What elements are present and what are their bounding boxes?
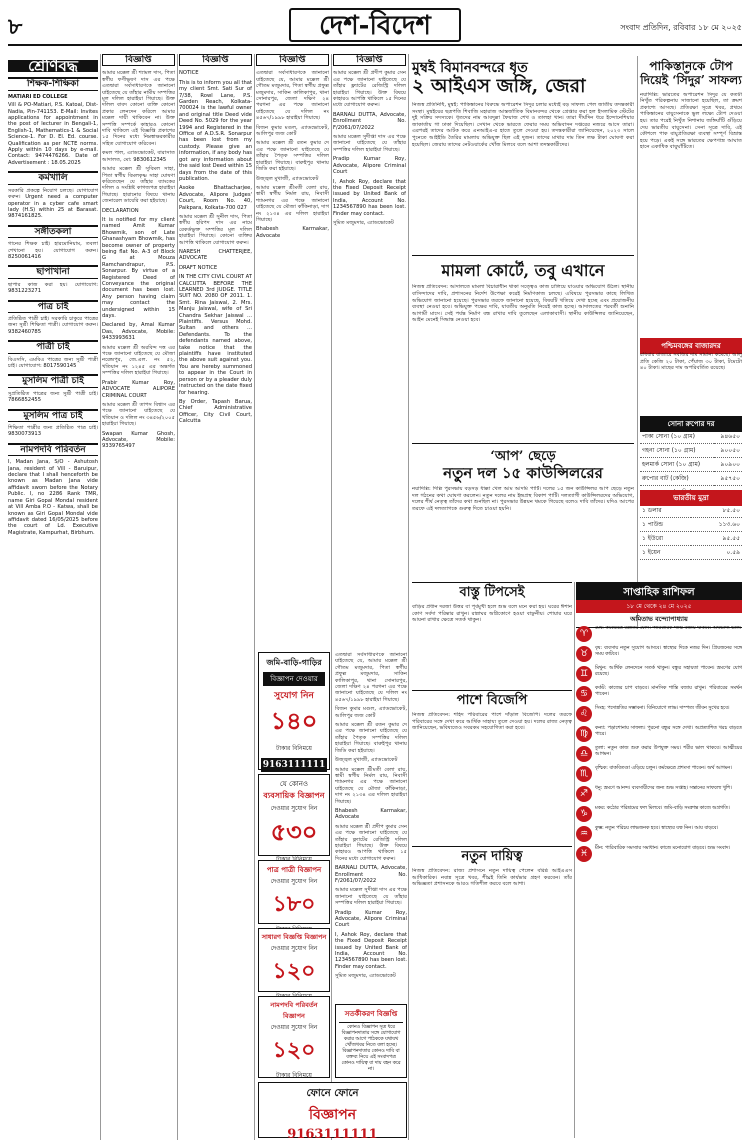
notice-column-3 [256,54,329,644]
notice-paragraph: By Order, Tapash Barua, Chief Administrative Officer, City Civil Court, Calcutta [179,398,252,425]
notice-paragraph: বিজন কুমার মণ্ডল, এ্যাডভোকেট, আলিপুর জজ কোর্ট [335,706,407,719]
general-ad [258,928,330,992]
zodiac-row [576,726,742,742]
zodiac-row [576,746,742,762]
business-ad-line2: ব্যবসায়িক বিজ্ঞাপন [263,790,325,800]
news-vastu [412,582,572,686]
notice-paragraph: আমার মক্কেল শ্রী সুনীল দাস, পিতা স্বর্গীয় হরিপদ দাস এর নামে রেকর্ডভুক্ত সম্পত্তির মূল দলিল হারাইয়া গিয়াছে। কোনো ব্যক্তির আপত্তি থাকিলে যোগাযোগ করুন। [179,213,252,246]
notice-paragraph: I, Ashok Roy, declare that the Fixed Deposit Receipt issued by United Bank of India, Account No. 1234567890 has been lost. Finder may contact. [335,931,407,970]
market-title: পশ্চিমবঙ্গের বাজারদর [640,338,742,354]
notice-column-1 [102,54,175,1140]
land-ad-line2: বিজ্ঞাপন দেওয়ার [263,672,325,686]
weekly-rashifal-title: সাপ্তাহিক রাশিফল [576,582,742,605]
page-header [8,6,742,46]
zodiac-text: কর্কট: কাজের চাপ বাড়বে। মানসিক শান্তি বজায় রাখুন। পরিবারের সমর্থন পাবেন। [595,686,742,697]
classified-text: ছাপার কাজ করা হয়। যোগাযোগ: 9831223271 [8,281,98,295]
zodiac-list [576,626,742,1140]
zodiac-text: কন্যা: পড়াশোনায় সাফল্য। পুরনো বন্ধুর সঙ্গে দেখা। অপ্রত্যাশিত খরচ বাড়তে পারে। [595,726,742,737]
phone-ad-line2: বিজ্ঞাপন [308,1107,357,1123]
rate-value: ৯০০৫০ [714,444,742,458]
classified-text: গানের শিক্ষক চাই। হারমোনিয়াম, তবলা শেখানো হয়। যোগাযোগ করুন। 8250061416 [8,241,98,260]
notice-paragraph: IN THE CITY CIVIL COURT AT CALCUTTA BEFORE THE LEARNED 3rd JUDGE. TITLE SUIT NO. 2080 OF 2011. 1. Smt. Rina Jaiswal, 2. Mrs. Manju Jaiswal, wife of Sri Chandra Sekhar Jaiswal ... Plaintiffs. Versus Mohd. Sultan and others ... Defendants. To the defendants named above, take notice that the plaintiffs have instituted the above suit against you. You are hereby summoned to appear in the Court in person or by a pleader duly instructed on the date fixed for hearing. [179,274,252,396]
classified-category-title: ছাপাখানা [8,265,98,278]
notice-paragraph: NOTICE [179,70,199,77]
gold-title: সোনা রুপোর দর [640,416,742,432]
rate-value: ৯০৯০০ [714,458,742,472]
news-duty [412,846,572,1138]
page-title: দেশ-বিদেশ [289,8,461,42]
notice-paragraph: এতদ্বারা সর্বসাধারণকে জানানো যাইতেছে যে, আমার মক্কেল শ্রী গৌতম মজুমদার, পিতা স্বর্গীয় প্রফুল্ল মজুমদার, সাকিন কালিকাপুর, থানা সোনারপুর, জেলা দক্ষিণ ২৪ পরগনা এর পক্ষে জানানো যাইতেছে যে দলিল নং ৪৫৬৭/১৯৯৮ হারাইয়া গিয়াছে। [256,70,329,122]
mumbai-headline: ২ আইএস জঙ্গি, জেরা [412,75,586,98]
pakistan-headline: পাকিস্তানকে টোপ দিয়েই ‘সিঁদুর’ সাফল্য [640,59,742,87]
zodiac-sign-icon: ♓ [576,846,592,862]
zodiac-text: মীন: পারিবারিক সমস্যার সমাধান। কাজে মনোযোগ বাড়বে। শুভ সংবাদ। [595,846,731,851]
notice-paragraph: সুমিত মজুমদার, এ্যাডভোকেট [335,973,396,980]
zodiac-sign-icon: ♌ [576,706,592,722]
classified-text: Vill & PO-Matiari, P.S. Katoal, Dist- Nadia, Pin-741153. E-Mail: Invites applications for appointment in the post of lecturer in Bengali-1, English-1, Mathematics-1 & Social Science-1. For D. El. Ed. course. Qualification as per NCTE norms. Apply within 10 days by e-mail. Contact: 9474476266. Date of Advertisement : 18.05.2025 [8,102,98,166]
general-ad-line2: দেওয়ার সুযোগ নিন [270,945,318,952]
zodiac-row [576,686,742,702]
notice-paragraph: কমল পাল, এ্যাডভোকেট, বারাসাত আদালত, মো: 9830612345 [102,150,175,163]
rate-row [640,546,742,560]
rate-row [640,518,742,532]
notice-paragraph: আমার মক্কেল শ্রী শ্যামল দাস, পিতা স্বর্গীয় ফণীভূষণ দাস এর পক্ষে এতদ্বারা সর্বসাধারণকে জানানো যাইতেছে যে তাঁহার নামীয় সম্পত্তির মূল দলিল হারাইয়া গিয়াছে। উক্ত দলিল বাবদ কোনো ব্যক্তি কোনো প্রকার লেনদেন করিলে আমার মক্কেল দায়ী থাকিবেন না। উক্ত সম্পত্তি সম্পর্কে কাহারও কোনো দাবি থাকিলে এই বিজ্ঞপ্তি প্রকাশের ১৫ দিনের মধ্যে নিম্নস্বাক্ষরকারীর সহিত যোগাযোগ করিবেন। [102,70,175,147]
notice-column-4 [333,54,406,644]
phone-ad [258,1082,407,1142]
rate-row [640,472,742,486]
business-ad-line3: দেওয়ার সুযোগ নিন [270,805,318,812]
news-aap [412,450,634,576]
notice-paragraph: DRAFT NOTICE [179,264,218,271]
land-ad-line1: জমি-বাড়ি-গাড়ির [266,657,322,667]
zodiac-sign-icon: ♏ [576,766,592,782]
rate-label: ১ ডলার [640,504,691,518]
astrologer-name: অমিতাভ বন্দ্যোপাধ্যায় [576,612,742,628]
notice-paragraph: Asoke Bhattacharjee, Advocate, Alipore Judges' Court, Room No. 40, Paikpara, Kolkata-700 027 [179,185,252,211]
rate-row [640,532,742,546]
zodiac-sign-icon: ♑ [576,806,592,822]
zodiac-text: মেষ: কর্মক্ষেত্রে উন্নতির যোগ। পারিবারিক শান্তি বজায় থাকবে। অর্থভাগ্য ভাল। [595,626,742,631]
caution-ad-text: কোনও বিজ্ঞাপন সূত্র ধরে বিজ্ঞাপনদাতার সঙ্গে যোগাযোগ করার আগে পাঠককে যথাযথ খোঁজখবর নিতে বলা হচ্ছে। বিজ্ঞাপনদাতার কোনও দাবি বা বক্তব্য নিয়ে এই সংবাদপত্র কোনও দায়িত্ব বা দায় বহন করে না। [341,1025,401,1072]
zodiac-text: সিংহ: পদোন্নতির সম্ভাবনা। বিনিয়োগে লাভ। দাম্পত্য জীবন সুখের হবে। [595,706,730,711]
mumbai-body: নিজস্ব প্রতিনিধি, মুম্বই: পাকিস্তানের বিরুদ্ধে অপারেশন সিঁদুর চলার মধ্যেই বড় সাফল্য পেল জাতীয় তদন্তকারী সংস্থা। মুম্বইয়ের ছত্রপতি শিবাজি মহারাজ আন্তর্জাতিক বিমানবন্দর থেকে গ্রেপ্তার করা হল ইসলামিক স্টেটের দুই সক্রিয় সদস্যকে। ধৃতদের নাম আবদুল্লা ফৈয়াজ শেখ ও তালহা খান। তারা দীর্ঘদিন ধরে ইন্দোনেশিয়ার জাকার্তায় গা ঢাকা দিয়েছিল। সেখান থেকে ভারতে ফেরার সময় অভিবাসন দপ্তরের নজরে আসে তারা। এরপরই তাদের আটক করে এনআইএ-র হাতে তুলে দেওয়া হয়। তদন্তকারীরা জানিয়েছেন, ২০২৩ সালে পুনেতে আইইডি তৈরির মামলায় অভিযুক্ত ছিল এই দুজন। তাদের মাথার দাম তিন লক্ষ টাকা ঘোষণা করা হয়েছিল। জেরায় তাদের নেটওয়ার্কের খোঁজ মিলবে বলে আশা তদন্তকারীদের। [412,101,634,148]
duty-body: নিজস্ব প্রতিবেদন: রাজ্য প্রশাসনে নতুন দায়িত্ব পেলেন বরিষ্ঠ আইএএস আধিকারিক। নবান্ন সূত্রে খবর, শীঘ্রই তিনি কার্যভার গ্রহণ করবেন। তাঁর অভিজ্ঞতা প্রশাসনকে আরও গতিশীল করবে বলে আশা। [412,867,572,888]
notice-paragraph: Swapan Kumar Ghosh, Advocate, Mobile: 9339765497 [102,430,175,450]
notice-paragraph: উজ্জ্বল মুখার্জী, এ্যাডভোকেট [335,757,398,764]
notice-paragraph: উজ্জ্বল মুখার্জী, এ্যাডভোকেট [256,175,319,182]
rate-value: ৯৫৭৫০ [714,472,742,486]
name-change-ad-unit: টাকার বিনিময়ে [276,1072,312,1079]
classified-categories [8,77,98,536]
vastu-body: বাড়ির প্রধান দরজা উত্তর বা পূর্বমুখী হলে শুভ বলে মনে করা হয়। ঘরের ঈশান কোণ সর্বদা পরিষ্কার রাখুন। রান্নাঘর অগ্নিকোণে হওয়া বাঞ্ছনীয়। শোয়ার ঘরে আয়না রাখার ক্ষেত্রে সতর্ক থাকুন। [412,603,572,624]
page-number: ৮ [8,15,23,40]
classified-category-title: কর্মখালি [8,171,98,184]
zodiac-row [576,766,742,782]
classified-category-title: নামপদবি পরিবর্তন [8,443,98,456]
zodiac-sign-icon: ♊ [576,666,592,682]
notice-heading: বিজ্ঞপ্তি [333,54,406,66]
zodiac-sign-icon: ♒ [576,826,592,842]
rate-label: পাকা সোনা (১০ গ্রাম) [640,430,714,444]
zodiac-text: তুলা: নতুন কাজ শুরু করার উপযুক্ত সময়। শরীর ভাল থাকবে। আত্মীয়ের আগমন। [595,746,742,757]
mumbai-kicker: মুম্বই বিমানবন্দরে ধৃত [412,60,528,76]
business-ad-line1: যে কোনও [279,780,309,788]
classified-category-title: মুসলিম পাত্র চাই [8,409,98,422]
zodiac-row [576,806,742,822]
zodiac-text: কুম্ভ: নতুন পরিচয় লাভজনক হবে। স্বাস্থ্যের যত্ন নিন। আয় বাড়বে। [595,826,719,831]
classified-category-title: পাত্র চাই [8,300,98,313]
notice-column-2 [179,54,252,1140]
classified-category-title: শিক্ষক-শিক্ষিকা [8,77,98,90]
zodiac-sign-icon: ♎ [576,746,592,762]
notice-paragraph: বিজন কুমার মণ্ডল, এ্যাডভোকেট, আলিপুর জজ কোর্ট [256,124,329,138]
pakistan-body: নয়াদিল্লি: ভারতের অপারেশন সিঁদুর যে কতটা নিখুঁত পরিকল্পনায় সাজানো হয়েছিল, তা ক্রমশ প্রকাশ্যে আসছে। প্রতিরক্ষা সূত্রে খবর, প্রথমে পাকিস্তানের বায়ুসেনাকে ভুল লক্ষ্যে টোপ দেওয়া হয়। তার পরেই নিখুঁত নিশানায় জঙ্গিঘাঁটি গুঁড়িয়ে দেয় ভারতীয় বায়ুসেনা। সেনা সূত্রে দাবি, এই কৌশলে পাক বায়ুপ্রতিরক্ষা ব্যবস্থা সম্পূর্ণ বিভ্রান্ত হয়ে পড়ে। একই সঙ্গে ভারতের ক্ষেপণাস্ত্র আঘাত হানে একাধিক বায়ুঘাঁটিতে। [640,91,742,151]
market-text: রবিবার বাজারে সবজির দাম সামান্য কমেছে। আলু প্রতি কেজি ২০ টাকা, পেঁয়াজ ৩০ টাকা, টমেটো ৪০ টাকা। মাছের দাম অপরিবর্তিত রয়েছে। [640,352,742,372]
name-change-ad-line1: নামপদবি পরিবর্তন বিজ্ঞাপন [270,1001,318,1020]
name-change-ad-line2: দেওয়ার সুযোগ নিন [270,1024,318,1031]
notice-paragraph: Bhabesh Karmakar, Advocate [256,226,329,239]
notice-paragraph: আমার মক্কেল শ্রী রতন কুমার দে এর পক্ষে জানানো যাইতেছে যে তাঁহার পৈতৃক সম্পত্তির দলিল হারাইয়া গিয়াছে। বারুইপুর থানায় জিডি করা হইয়াছে। [256,140,329,173]
rate-label: রুপোর বাট (কেজি) [640,472,714,486]
classifieds-column [8,54,98,1140]
matrimony-ad-price: ১৮০ [272,891,316,917]
notice-paragraph: Declared by, Amal Kumar Das, Advocate, Mobile: 9433993631 [102,322,175,342]
notice-paragraph: সুমিত মজুমদার, এ্যাডভোকেট [333,219,394,226]
business-ad [258,774,330,856]
notice-heading: বিজ্ঞপ্তি [256,54,329,66]
rate-row [640,504,742,518]
bjp-body: নিজস্ব প্রতিবেদন: শহিদ পরিবারের পাশে দাঁড়াল বিজেপি। দলের তরফে পরিবারের সঙ্গে দেখা করে আর্থিক সাহায্য তুলে দেওয়া হয়। দলের রাজ্য নেতৃত্ব জানিয়েছেন, ভবিষ্যতেও সবরকম সহযোগিতা করা হবে। [412,711,572,732]
zodiac-row [576,846,742,862]
bjp-headline: পাশে বিজেপি [456,693,528,708]
notice-paragraph: আমার মক্কেল শ্রী অরবিন্দ দত্ত এর পক্ষে জানানো যাইতেছে যে মৌজা নরেন্দ্রপুর, জে.এল. নং ৫২, খতিয়ান নং ১২৪৫ এর অন্তর্গত সম্পত্তির দলিল হারাইয়া গিয়াছে। [102,344,175,377]
classified-category-title: মুসলিম পাত্রী চাই [8,374,98,387]
caution-ad [335,1004,407,1078]
currency-title: ভারতীয় মুদ্রা [640,490,742,506]
classified-text: সরকারি প্রকল্পে নিয়োগ চলছে। যোগাযোগ করুন। Urgent need a computer operator in a cyber cafe smart lady (H.S) within 25 at Barasat. 9874161825. [8,187,98,220]
rate-label: ১ ইয়েন [640,546,691,560]
notice-paragraph: It is notified for my client named Amit Kumar Bhowmik, son of Late Ghanashyam Bhowmik, has become owner of property being flat No. A-3 of Block G at Mouza Ramchandrapur, P.S. Sonarpur. By virtue of a Registered Deed of Conveyance the original document has been lost. Any person having claim may contact the undersigned within 15 days. [102,216,175,320]
phone-ad-line1: ফোনে ফোনে [306,1088,359,1099]
name-change-ad-price: ১২০ [272,1037,316,1063]
land-ad-price: ১৪০ [270,706,318,735]
rate-value: ৯৫.৫৫ [691,532,742,546]
business-ad-price: ৫৩০ [270,817,318,846]
aap-kicker: ‘আপ’ ছেড়ে [490,449,556,464]
matrimony-ad-line1: পাত্র পাত্রী বিজ্ঞাপন [266,865,322,874]
notice-paragraph: BARNALI DUTTA, Advocate, Enrollment No. F/2061/07/2022 [335,865,407,884]
notice-paragraph: DECLARATION [102,207,139,214]
rate-row [640,430,742,444]
rate-label: ১ ইউরো [640,532,691,546]
page-date: সংবাদ প্রতিদিন, রবিবার ১৮ মে ২০২৫ [620,23,742,32]
classified-text: বিএসসি, এমবিএ পাত্রের জন্য সুশ্রী পাত্রী চাই। যোগাযোগ: 8017590145 [8,356,98,369]
zodiac-sign-icon: ♈ [576,626,592,642]
notice-paragraph: আমার মক্কেল সুদীপ্তা দাস এর পক্ষে জানানো যাইতেছে যে তাঁহার সম্পত্তির দলিল হারাইয়া গিয়াছে। [335,887,407,907]
notice-paragraph: আমার মক্কেল শ্রীমতী বেলা রায়, স্বামী স্বর্গীয় নির্মল রায়, নিবাসী শ্যামনগর এর পক্ষে জানানো যাইতেছে যে মৌজা কাঁকিনাড়া, দাগ নং ২১৩৪ এর দলিল হারাইয়া গিয়াছে। [256,184,329,223]
mamla-body: নিজস্ব প্রতিবেদন: আদালতে মামলা বিচারাধীন থাকা সত্ত্বেও কাজ চালিয়ে যাওয়ার অভিযোগ উঠল। স্থানীয় বাসিন্দাদের দাবি, প্রশাসনের নির্দেশ উপেক্ষা করেই নির্মাণকাজ চলছে। এবিষয়ে পুরসভার কাছে লিখিত অভিযোগ জানানো হয়েছে। পুরসভার তরফে জানানো হয়েছে, বিষয়টি খতিয়ে দেখা হচ্ছে এবং প্রয়োজনীয় ব্যবস্থা নেওয়া হবে। অভিযুক্ত পক্ষের দাবি, যাবতীয় অনুমতি নিয়েই কাজ হচ্ছে। আদালতের পরবর্তী শুনানি আগামী মাসে। সেই পর্যন্ত নির্মাণ বন্ধ রাখার দাবি তুলেছেন এলাকাবাসী। স্থানীয় কাউন্সিলর জানিয়েছেন, আইন মেনেই সিদ্ধান্ত নেওয়া হবে। [412,284,634,324]
notice-heading: বিজ্ঞপ্তি [102,54,175,66]
rate-row [640,444,742,458]
matrimony-ad-line2: দেওয়ার সুযোগ নিন [270,878,318,885]
notice-paragraph: এতদ্বারা সর্বসাধারণকে জানানো যাইতেছে যে, আমার মক্কেল শ্রী গৌতম মজুমদার, পিতা স্বর্গীয় প্রফুল্ল মজুমদার, সাকিন কালিকাপুর, থানা সোনারপুর, জেলা দক্ষিণ ২৪ পরগনা এর পক্ষে জানানো যাইতেছে যে দলিল নং ৪৫৬৭/১৯৯৮ হারাইয়া গিয়াছে। [335,652,407,703]
general-ad-line1: সাধারণ বিজ্ঞপ্তি বিজ্ঞাপন [261,933,327,941]
notice-paragraph: This is to inform you all that my client Smt. Sati Sur of 7/38, Rowl Lane, P.S. Garden Reach, Kolkata-700024 is the lawful owner and original title Deed vide Deed No. 5029 for the year 1994 and Registered in the Office of A.D.S.R. Sonarpur has been lost from my custody. Please give an information, if any body has got any information about the said lost Deed within 15 days from the date of this publication. [179,79,252,182]
zodiac-row [576,646,742,662]
zodiac-row [576,626,742,642]
zodiac-text: মকর: কঠোর পরিশ্রমের ফল মিলবে। জমি-বাড়ি সংক্রান্ত কাজে অগ্রগতি। [595,806,730,811]
zodiac-sign-icon: ♉ [576,646,592,662]
zodiac-text: ধনু: ভ্রমণে আনন্দ। ব্যবসায়ীদের জন্য শুভ সপ্তাহ। সন্তানের সাফল্যে খুশি। [595,786,732,791]
phone-ad-phone: 9163111111 [287,1127,378,1142]
general-ad-price: ১২০ [272,958,316,984]
notice-paragraph: Bhabesh Karmakar, Advocate [335,807,407,821]
land-ad-line3: সুযোগ নিন [274,691,314,701]
zodiac-sign-icon: ♋ [576,686,592,702]
news-mamla [412,262,634,444]
notice-paragraph: BARNALI DUTTA, Advocate, Enrollment No. F/2061/07/2022 [333,111,406,131]
zodiac-sign-icon: ♐ [576,786,592,802]
zodiac-row [576,706,742,722]
notice-paragraph: আমার মক্কেল শ্রী প্রদীপ কুমার সেন এর পক্ষে জানানো যাইতেছে যে তাঁহার ফ্ল্যাটের রেজিস্ট্রি দলিল হারাইয়া গিয়াছে। উক্ত বিষয়ে কাহারও আপত্তি থাকিলে ১৫ দিনের মধ্যে যোগাযোগ করুন। [335,823,407,862]
rate-label: হলমার্ক সোনা (১০ গ্রাম) [640,458,714,472]
classified-text: I, Madan Jana, S/O - Ashutosh Jana, resident of Vill - Baruipur, declare that I shall henceforth be known as Madan Jana vide affidavit sworn before the Notary Public. I, no 2286 Rank TMR, name Giri Gopal Mondal resident at Vill Amba P.O - Katwa, shall be known as Giri Gopal Mondal vide affidavit dated 16/05/2025 before the court of Ld. Executive Magistrate, Kampurhat, Birbhum. [8,459,98,536]
weekly-dates: ১৮ মে থেকে ২৪ মে ২০২৫ [576,600,742,613]
zodiac-text: মিথুন: আর্থিক লেনদেনে সতর্ক থাকুন। বন্ধুর সহায়তা পাবেন। ভ্রমণের যোগ রয়েছে। [595,666,742,677]
rate-value: ৮৫.৫০ [691,504,742,518]
land-ad [258,652,330,770]
rate-label: ১ পাউন্ড [640,518,691,532]
rate-label: গহনা সোনা (১০ গ্রাম) [640,444,714,458]
rate-value: ১১৩.৬০ [691,518,742,532]
matrimony-ad [258,860,330,924]
notice-paragraph: I, Ashok Roy, declare that the Fixed Deposit Receipt issued by United Bank of India, Account No. 1234567890 has been lost. Finder may contact. [333,178,406,217]
zodiac-row [576,826,742,842]
currency-rate-table [640,504,742,560]
caution-ad-title: সতর্কীকরণ বিজ্ঞপ্তি [339,1008,403,1023]
news-bjp [412,690,572,840]
land-ad-unit: টাকার বিনিময়ে [276,745,312,752]
notice-paragraph: আমার মক্কেল শ্রী সুবিমল সাহা, পিতা স্বর্গীয় বিমলকৃষ্ণ সাহা ঘোষণা করিতেছেন যে তাঁহার ব্যাংকের দলিল ও সংশ্লিষ্ট কাগজপত্র হারাইয়া গিয়াছে। হারানোর বিষয়ে থানায় জেনারেল ডায়েরি করা হইয়াছে। [102,166,175,205]
notice-column-3b [335,652,407,1000]
notice-paragraph: আমার মক্কেল সুদীপ্তা দাস এর পক্ষে জানানো যাইতেছে যে তাঁহার সম্পত্তির দলিল হারাইয়া গিয়াছে। [333,134,406,153]
zodiac-row [576,666,742,682]
classified-category-title: পাত্রী চাই [8,340,98,353]
notice-paragraph: আমার মক্কেল শ্রী প্রদীপ কুমার সেন এর পক্ষে জানানো যাইতেছে যে তাঁহার ফ্ল্যাটের রেজিস্ট্রি দলিল হারাইয়া গিয়াছে। উক্ত বিষয়ে কাহারও আপত্তি থাকিলে ১৫ দিনের মধ্যে যোগাযোগ করুন। [333,70,406,109]
vastu-headline: বাস্তু টিপসেই [459,585,525,600]
notice-paragraph: আমার মক্কেল শ্রী তাপস বিশ্বাস এর পক্ষে জানানো যাইতেছে যে খতিয়ান ও দলিল নং ৩৪৫৬/২০০৫ হারাইয়া গিয়াছে। [102,401,175,428]
land-ad-phone: 9163111111 [262,760,326,770]
classifieds-title: শ্রেণিবদ্ধ [8,60,98,72]
notice-paragraph: আমার মক্কেল শ্রী রতন কুমার দে এর পক্ষে জানানো যাইতেছে যে তাঁহার পৈতৃক সম্পত্তির দলিল হারাইয়া গিয়াছে। বারুইপুর থানায় জিডি করা হইয়াছে। [335,722,407,754]
notice-paragraph: Pradip Kumar Roy, Advocate, Alipore Criminal Court [333,156,406,176]
duty-headline: নতুন দায়িত্ব [461,849,523,864]
aap-headline: নতুন দল ১৫ কাউন্সিলরের [443,463,603,482]
zodiac-row [576,786,742,802]
aap-body: নয়াদিল্লি: দিল্লি পুরসভায় বড়সড় ধাক্কা খেল আম আদমি পার্টি। দলের ১৫ জন কাউন্সিলর আপ ছেড়ে নতুন দল গঠনের কথা ঘোষণা করলেন। নতুন দলের নাম ইন্দ্রপ্রস্থ বিকাশ পার্টি। দলত্যাগী কাউন্সিলরদের অভিযোগ, দলের শীর্ষ নেতৃত্ব তাঁদের কথা শুনছিল না। পুরসভার উন্নয়ন থমকে গিয়েছে বলেও দাবি তাঁদের। যদিও আপের তরফে এই দলত্যাগকে গুরুত্ব দিতে চাওয়া হয়নি। [412,486,634,512]
notice-paragraph: Pradip Kumar Roy, Advocate, Alipore Criminal Court [335,909,407,929]
rate-row [640,458,742,472]
zodiac-sign-icon: ♍ [576,726,592,742]
notice-paragraph: Prabir Kumar Roy, ADVOCATE ALIPORE CRIMINAL COURT [102,379,175,399]
mamla-headline: মামলা কোর্টে, তবু এখানে [441,261,605,280]
news-mumbai [412,60,634,256]
zodiac-text: বৃশ্চিক: বাকবিতণ্ডা এড়িয়ে চলুন। কর্মক্ষেত্রে প্রশংসা পাবেন। অর্থ আগমন। [595,766,732,771]
classified-text: শিক্ষিতা পাত্রীর জন্য প্রতিষ্ঠিত পাত্র চাই। 9830073913 [8,425,98,438]
notice-paragraph: আমার মক্কেল শ্রীমতী বেলা রায়, স্বামী স্বর্গীয় নির্মল রায়, নিবাসী শ্যামনগর এর পক্ষে জানানো যাইতেছে যে মৌজা কাঁকিনাড়া, দাগ নং ২১৩৪ এর দলিল হারাইয়া গিয়াছে। [335,766,407,805]
news-pakistan [640,60,742,332]
classified-category-sub: MATIARI ED COLLEGE [8,93,68,100]
classified-text: প্রতিষ্ঠিত পাত্রী চাই। সরকারি চাকুরে পাত্রের জন্য সুশ্রী শিক্ষিতা পাত্রী। যোগাযোগ করুন। 9382460785 [8,315,98,335]
classified-text: সুপ্রতিষ্ঠিত পাত্রের জন্য সুশ্রী পাত্রী চাই। 7866852455 [8,390,98,404]
notice-paragraph: NARESH CHATTERJEE, ADVOCATE [179,248,252,262]
zodiac-text: বৃষ: ব্যবসায় নতুন সুযোগ আসবে। স্বাস্থ্যের দিকে নজর দিন। প্রিয়জনের সঙ্গে সময় কাটবে। [595,646,742,657]
rate-value: ০.৫৯ [691,546,742,560]
classified-category-title: সঙ্গীতকলা [8,225,98,238]
rate-value: ৯৪৬৫০ [714,430,742,444]
notice-heading: বিজ্ঞপ্তি [179,54,252,66]
name-change-ad [258,996,330,1078]
